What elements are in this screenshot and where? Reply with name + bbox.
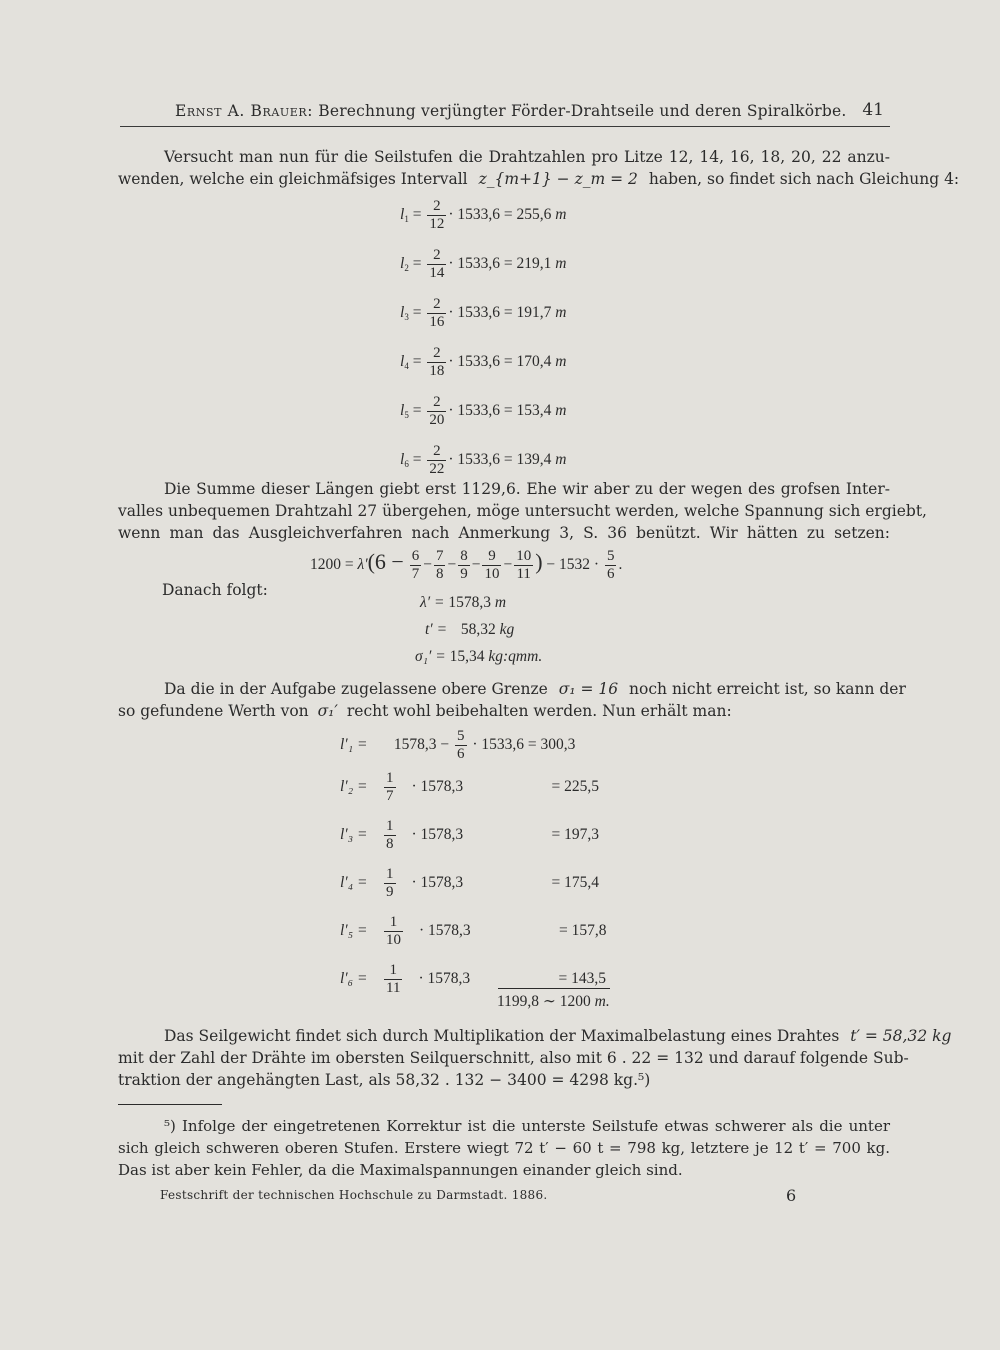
equation-factor: · 1533,6 = xyxy=(448,402,513,420)
para2-line-1: Die Summe dieser Längen giebt erst 1129,6. Ehe wir aber zu der wegen des grofsen Inter- xyxy=(164,480,890,498)
para3-line-1a: Da die in der Aufgabe zugelassene obere Grenze xyxy=(164,680,548,698)
para3-line-1 xyxy=(118,678,906,700)
equation-lhs: l xyxy=(400,304,405,322)
equation-fraction xyxy=(427,296,446,331)
length-equation-l3: $l_3$ = $\frac{2}{16}$ · 1533,6 = 191,7 m xyxy=(400,296,567,330)
header-author: Ernst A. Brauer: xyxy=(175,102,314,120)
result-t-value: 58,32 xyxy=(460,621,496,638)
length-equation-l3-prime xyxy=(340,818,599,853)
header-title: Berechnung verjüngter Förder-Drahtseile und deren Spiralkörbe. xyxy=(318,102,847,120)
equation-fraction-num: 1 xyxy=(384,914,403,932)
equation-factor: · 1533,6 = xyxy=(448,206,513,224)
equation-sub: 1 xyxy=(404,214,409,225)
equation-lhs: l xyxy=(400,255,405,273)
balance-minus: − xyxy=(503,556,513,574)
balance-fraction-den: 11 xyxy=(516,566,531,582)
result-sigma-value: 15,34 xyxy=(449,648,485,665)
equation-lhs: l′₂ = xyxy=(340,778,368,796)
balance-fraction-num: 10 xyxy=(516,548,532,564)
equation-unit: m xyxy=(555,451,567,469)
equation-unit: m xyxy=(555,206,567,224)
header-title-line xyxy=(175,102,847,120)
equation-fraction xyxy=(427,247,446,282)
para3-line-2a: so gefundene Werth von xyxy=(118,702,309,720)
equation-result: = 197,3 xyxy=(551,826,599,844)
length-equation-l1: $l_1$ = $\frac{2}{12}$ · 1533,6 = 255,6 m xyxy=(400,198,567,232)
equation-fraction-den: 16 xyxy=(429,314,445,330)
max-load-formula: t′ = 58,32 kg xyxy=(850,1027,952,1045)
l1-prime-rest: · 1533,6 = 300,3 xyxy=(472,736,576,754)
paragraph-3 xyxy=(118,678,906,722)
equation-fraction-num: 2 xyxy=(427,345,446,363)
equation-fraction-num: 2 xyxy=(427,198,446,216)
balance-lhs: 1200 = xyxy=(310,556,354,574)
balance-tail: − 1532 · xyxy=(546,556,600,574)
equation-fraction xyxy=(427,394,446,429)
footnote-line-2: sich gleich schweren oberen Stufen. Erstere wiegt 72 t′ − 60 t = 798 kg, letztere je 12 t′ = 700 kg. xyxy=(118,1139,890,1157)
result-lambda-value: 1578,3 xyxy=(448,594,491,611)
equation-fraction-den: 18 xyxy=(429,363,445,379)
equation-fraction xyxy=(427,443,446,478)
footnote xyxy=(118,1115,890,1181)
equation-factor: · 1533,6 = xyxy=(448,304,513,322)
equation-lhs: l xyxy=(400,402,405,420)
footnote-line-3: Das ist aber kein Fehler, da die Maximalspannungen einander gleich sind. xyxy=(118,1161,683,1179)
balance-end: . xyxy=(618,556,623,574)
equation-fraction-den: 20 xyxy=(429,412,445,428)
paragraph-2 xyxy=(118,478,927,544)
equation-fraction xyxy=(384,818,396,853)
equation-lhs: l′₃ = xyxy=(340,826,368,844)
length-equation-l4-prime xyxy=(340,866,599,901)
equation-result: 153,4 xyxy=(516,402,552,420)
length-equation-l5-prime xyxy=(340,914,607,949)
publication-line: Festschrift der technischen Hochschule zu Darmstadt. 1886. xyxy=(160,1188,548,1202)
equation-lhs: l xyxy=(400,451,405,469)
intro-paragraph xyxy=(118,146,960,190)
equation-factor: · 1578,3 xyxy=(411,778,464,796)
balance-minus: − xyxy=(471,556,481,574)
balance-fraction-num: 8 xyxy=(460,548,468,564)
balance-fraction xyxy=(434,548,446,583)
equation-fraction-num: 2 xyxy=(427,247,446,265)
result-sigma-lhs: σ₁′ = xyxy=(415,648,446,665)
equation-fraction-num: 1 xyxy=(386,770,394,786)
result-t-unit: kg xyxy=(499,621,515,638)
balance-equation xyxy=(310,548,622,583)
balance-minus: − xyxy=(423,556,432,574)
equation-lhs: l′₅ = xyxy=(340,922,368,940)
page-number: 41 xyxy=(862,100,884,120)
balance-fraction xyxy=(458,548,470,583)
length-equation-l4: $l_4$ = $\frac{2}{18}$ · 1533,6 = 170,4 m xyxy=(400,345,567,379)
result-sigma xyxy=(415,648,542,666)
para4-line-1a: Das Seilgewicht findet sich durch Multiplikation der Maximalbelastung eines Drahtes xyxy=(164,1027,840,1045)
equation-result: 219,1 xyxy=(516,255,552,273)
result-lambda-lhs: λ′ = xyxy=(420,594,445,611)
equation-fraction-num: 1 xyxy=(386,818,394,834)
para2-line-2: valles unbequemen Drahtzahl 27 übergehen, möge untersucht werden, welche Spannung sich ergiebt, xyxy=(118,502,927,520)
equation-lhs: l xyxy=(400,353,405,371)
equation-sub: 4 xyxy=(404,361,409,372)
intro-line-2a: wenden, welche ein gleichmäfsiges Intervall xyxy=(118,170,468,188)
balance-fraction xyxy=(410,548,422,583)
intro-line-1: Versucht man nun für die Seilstufen die Drahtzahlen pro Litze 12, 14, 16, 18, 20, 22 anzu- xyxy=(164,148,890,166)
equation-result: 255,6 xyxy=(516,206,552,224)
running-header xyxy=(120,96,890,127)
footnote-line-1: ⁵) Infolge der eingetretenen Korrektur ist die unterste Seilstufe etwas schwerer als die unter xyxy=(164,1117,890,1135)
equation-sub: 5 xyxy=(404,410,409,421)
equation-sub: 6 xyxy=(404,459,409,470)
tail-den: 6 xyxy=(606,566,615,582)
para3-line-2 xyxy=(118,700,890,722)
balance-tail-fraction xyxy=(605,548,617,583)
equation-sub: 3 xyxy=(404,312,409,323)
tail-num: 5 xyxy=(606,548,615,564)
signature-mark: 6 xyxy=(786,1186,797,1205)
equation-fraction-den: 10 xyxy=(386,932,401,948)
balance-fractions xyxy=(408,548,536,582)
equation-unit: m xyxy=(555,255,567,273)
balance-fraction-den: 7 xyxy=(411,566,420,582)
equation-result: 191,7 xyxy=(516,304,552,322)
para3-line-1b: noch nicht erreicht ist, so kann der xyxy=(629,680,906,698)
danach-label: Danach folgt: xyxy=(162,581,268,599)
equation-sub: 2 xyxy=(404,263,409,274)
equation-lhs: l′₆ = xyxy=(340,970,368,988)
para2-line-3: wenn man das Ausgleichverfahren nach Anmerkung 3, S. 36 benützt. Wir hätten zu setzen: xyxy=(118,524,890,542)
equation-factor: · 1533,6 = xyxy=(448,353,513,371)
equation-fraction xyxy=(384,770,396,805)
equation-fraction xyxy=(384,866,396,901)
balance-fraction-den: 10 xyxy=(484,566,500,582)
l1-prime-value: 1578,3 − xyxy=(393,736,450,754)
balance-fraction-num: 7 xyxy=(435,548,444,564)
equation-result: 139,4 xyxy=(516,451,552,469)
interval-formula: z_{m+1} − z_m = 2 xyxy=(478,170,638,188)
balance-fraction xyxy=(482,548,501,583)
balance-close: ) xyxy=(535,549,543,575)
result-lambda-unit: m xyxy=(494,594,507,611)
equation-fraction-num: 2 xyxy=(427,296,446,314)
equation-factor: · 1533,6 = xyxy=(448,451,513,469)
length-equation-l1-prime xyxy=(340,728,575,763)
equation-unit: m xyxy=(555,402,567,420)
equation-unit: m xyxy=(555,353,567,371)
balance-fraction-num: 9 xyxy=(482,548,501,566)
equation-fraction-den: 22 xyxy=(429,461,445,477)
length-equation-l5: $l_5$ = $\frac{2}{20}$ · 1533,6 = 153,4 m xyxy=(400,394,567,428)
para4-line-3: traktion der angehängten Last, als 58,32 . 132 − 3400 = 4298 kg.⁵) xyxy=(118,1071,651,1089)
l1-prime-den: 6 xyxy=(457,746,465,762)
equation-fraction xyxy=(384,962,402,997)
balance-fraction-den: 9 xyxy=(460,566,468,582)
equation-fraction-den: 14 xyxy=(429,265,445,281)
equation-factor: · 1578,3 xyxy=(419,922,471,940)
equation-fraction-den: 9 xyxy=(386,884,394,900)
equation-factor: · 1578,3 xyxy=(411,874,464,892)
equation-fraction xyxy=(427,345,446,380)
footnote-rule xyxy=(118,1104,222,1105)
intro-line-2b: haben, so findet sich nach Gleichung 4: xyxy=(648,170,960,188)
equation-fraction xyxy=(427,198,446,233)
equation-fraction-den: 11 xyxy=(386,980,401,996)
balance-fraction xyxy=(514,548,533,583)
l1-prime-lhs: l′₁ = xyxy=(340,736,368,754)
paragraph-4 xyxy=(118,1025,952,1091)
equation-result: = 157,8 xyxy=(559,922,607,940)
balance-minus: − xyxy=(447,556,457,574)
equation-factor: · 1578,3 xyxy=(418,970,471,988)
balance-lambda: λ′ xyxy=(357,556,368,574)
sum-total xyxy=(497,992,610,1011)
equation-unit: m xyxy=(555,304,567,322)
l1-prime-num: 5 xyxy=(457,728,465,744)
balance-open: (6 − xyxy=(367,549,404,575)
equation-factor: · 1578,3 xyxy=(411,826,464,844)
sum-value: 1199,8 ∼ 1200 xyxy=(497,993,591,1010)
equation-fraction-num: 1 xyxy=(384,962,402,980)
sum-unit: m. xyxy=(594,993,610,1010)
equation-result: = 175,4 xyxy=(551,874,599,892)
length-equation-l2-prime xyxy=(340,770,599,805)
equation-fraction-den: 8 xyxy=(386,836,394,852)
sigma-prime-formula: σ₁′ xyxy=(317,702,338,720)
equation-result: = 225,5 xyxy=(551,778,599,796)
result-sigma-unit: kg:qmm. xyxy=(488,648,543,665)
para4-line-2: mit der Zahl der Drähte im obersten Seilquerschnitt, also mit 6 . 22 = 132 und darauf folgende Sub- xyxy=(118,1049,909,1067)
para3-line-2b: recht wohl beibehalten werden. Nun erhält man: xyxy=(346,702,732,720)
result-t xyxy=(425,621,514,639)
balance-fraction-den: 8 xyxy=(435,566,444,582)
intro-line-2 xyxy=(118,168,960,190)
equation-lhs: l xyxy=(400,206,405,224)
equation-factor: · 1533,6 = xyxy=(448,255,513,273)
result-lambda xyxy=(420,594,506,612)
equation-fraction xyxy=(384,914,403,949)
equation-fraction-num: 1 xyxy=(386,866,394,882)
equation-fraction-den: 12 xyxy=(429,216,445,232)
result-t-lhs: t′ = xyxy=(425,621,448,638)
para4-line-1 xyxy=(118,1025,952,1047)
equation-result: = 143,5 xyxy=(558,970,606,988)
equation-lhs: l′₄ = xyxy=(340,874,368,892)
equation-fraction-num: 2 xyxy=(427,443,446,461)
equation-fraction-den: 7 xyxy=(386,788,394,804)
sum-rule xyxy=(498,988,610,989)
length-equation-l6: $l_6$ = $\frac{2}{22}$ · 1533,6 = 139,4 m xyxy=(400,443,567,477)
equation-result: 170,4 xyxy=(516,353,552,371)
length-equation-l2: $l_2$ = $\frac{2}{14}$ · 1533,6 = 219,1 m xyxy=(400,247,567,281)
l1-prime-fraction xyxy=(455,728,467,763)
equation-fraction-num: 2 xyxy=(427,394,446,412)
balance-fraction-num: 6 xyxy=(411,548,420,564)
sigma-limit-formula: σ₁ = 16 xyxy=(558,680,619,698)
